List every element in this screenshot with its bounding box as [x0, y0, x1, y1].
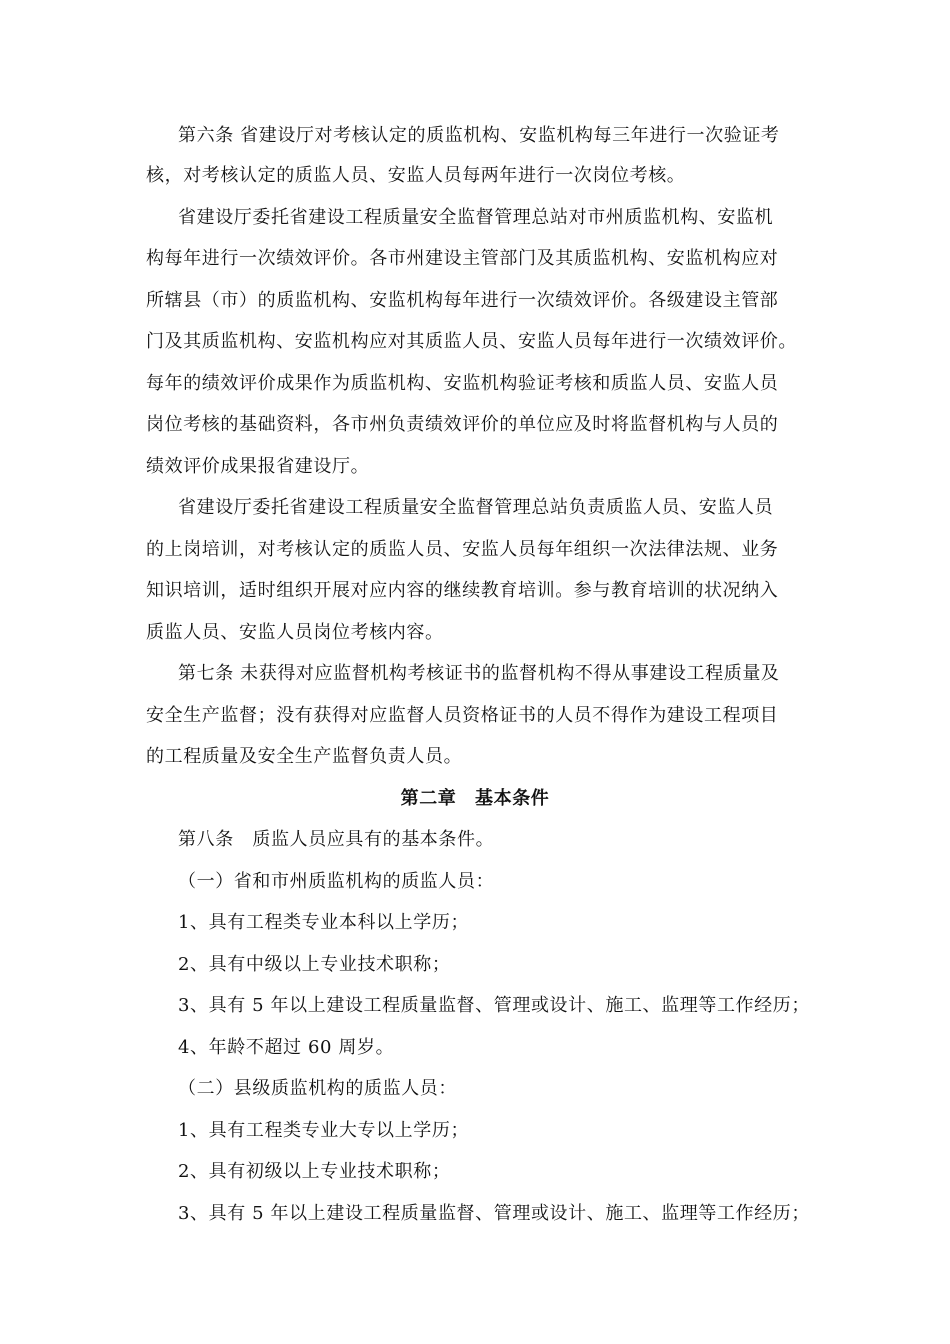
paragraph-line: （一）省和市州质监机构的质监人员：: [178, 871, 495, 892]
paragraph-line: 岗位考核的基础资料，各市州负责绩效评价的单位应及时将监督机构与人员的: [146, 414, 779, 435]
list-item: 1、具有工程类专业本科以上学历；: [178, 912, 470, 933]
paragraph-line: 的工程质量及安全生产监督负责人员。: [146, 746, 463, 767]
list-item: 2、具有初级以上专业技术职称；: [178, 1161, 451, 1182]
paragraph-line: 所辖县（市）的质监机构、安监机构每年进行一次绩效评价。各级建设主管部: [146, 290, 779, 311]
paragraph-line: 第七条 未获得对应监督机构考核证书的监督机构不得从事建设工程质量及: [178, 663, 780, 684]
paragraph-line: 第八条 质监人员应具有的基本条件。: [178, 829, 495, 850]
paragraph-line: 安全生产监督；没有获得对应监督人员资格证书的人员不得作为建设工程项目: [146, 705, 779, 726]
paragraph-line: 省建设厅委托省建设工程质量安全监督管理总站负责质监人员、安监人员: [178, 497, 774, 518]
paragraph-line: 省建设厅委托省建设工程质量安全监督管理总站对市州质监机构、安监机: [178, 207, 774, 228]
paragraph-line: 质监人员、安监人员岗位考核内容。: [146, 622, 444, 643]
list-item: 1、具有工程类专业大专以上学历；: [178, 1120, 470, 1141]
paragraph-line: 构每年进行一次绩效评价。各市州建设主管部门及其质监机构、安监机构应对: [146, 248, 779, 269]
paragraph-line: 核，对考核认定的质监人员、安监人员每两年进行一次岗位考核。: [146, 165, 686, 186]
list-item: 4、年龄不超过 60 周岁。: [178, 1037, 395, 1058]
paragraph-line: 绩效评价成果报省建设厅。: [146, 456, 370, 477]
paragraph-line: 第六条 省建设厅对考核认定的质监机构、安监机构每三年进行一次验证考: [178, 125, 780, 146]
paragraph-line: 的上岗培训，对考核认定的质监人员、安监人员每年组织一次法律法规、业务: [146, 539, 779, 560]
paragraph-line: 门及其质监机构、安监机构应对其质监人员、安监人员每年进行一次绩效评价。: [146, 331, 797, 352]
list-item: 3、具有 5 年以上建设工程质量监督、管理或设计、施工、监理等工作经历；: [178, 1203, 810, 1224]
chapter-heading: 第二章 基本条件: [400, 788, 550, 809]
list-item: 2、具有中级以上专业技术职称；: [178, 954, 451, 975]
paragraph-line: （二）县级质监机构的质监人员：: [178, 1078, 457, 1099]
list-item: 3、具有 5 年以上建设工程质量监督、管理或设计、施工、监理等工作经历；: [178, 995, 810, 1016]
paragraph-line: 知识培训，适时组织开展对应内容的继续教育培训。参与教育培训的状况纳入: [146, 580, 779, 601]
paragraph-line: 每年的绩效评价成果作为质监机构、安监机构验证考核和质监人员、安监人员: [146, 373, 779, 394]
